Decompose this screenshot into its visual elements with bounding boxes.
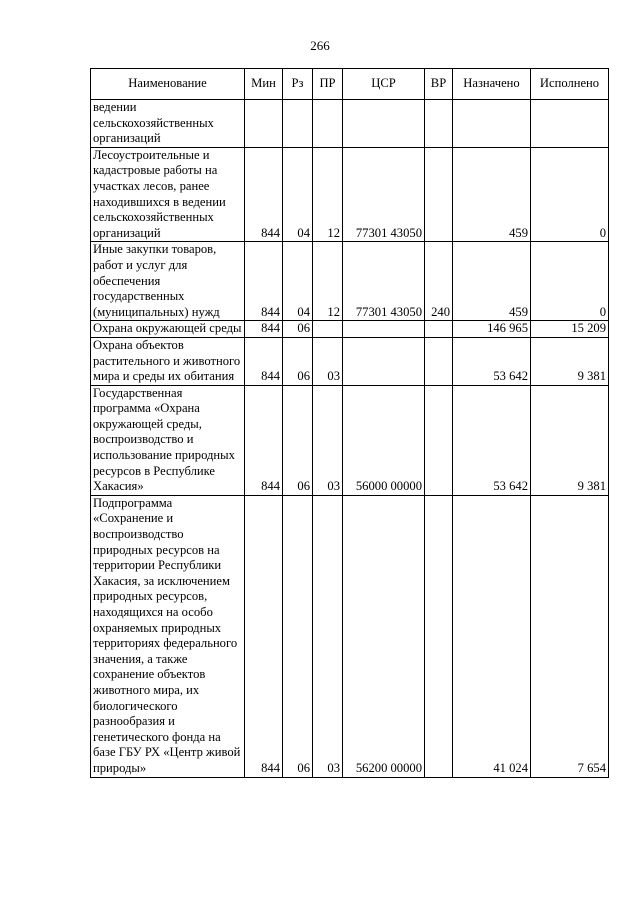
- row-rz: 06: [283, 385, 313, 495]
- row-ispolneno: 9 381: [531, 385, 609, 495]
- row-pr: [313, 100, 343, 148]
- budget-table: [90, 68, 609, 778]
- row-vr: [425, 321, 453, 338]
- row-naznacheno: 459: [453, 242, 531, 321]
- row-name: ведении сельскохозяйственных организаций: [91, 100, 245, 148]
- row-vr: [425, 385, 453, 495]
- row-min: 844: [245, 147, 283, 242]
- row-vr: [425, 495, 453, 777]
- table-row: [91, 100, 609, 148]
- row-ispolneno: 15 209: [531, 321, 609, 338]
- row-naznacheno: 53 642: [453, 337, 531, 385]
- row-min: 844: [245, 495, 283, 777]
- row-pr: 03: [313, 385, 343, 495]
- row-rz: 06: [283, 337, 313, 385]
- table-row: [91, 385, 609, 495]
- header-vr: ВР: [425, 69, 453, 100]
- row-min: [245, 100, 283, 148]
- row-naznacheno: 41 024: [453, 495, 531, 777]
- row-csr: 77301 43050: [343, 147, 425, 242]
- row-rz: 06: [283, 495, 313, 777]
- row-ispolneno: 7 654: [531, 495, 609, 777]
- header-pr: ПР: [313, 69, 343, 100]
- table-header-row: [91, 69, 609, 100]
- row-rz: 04: [283, 242, 313, 321]
- row-vr: [425, 337, 453, 385]
- row-ispolneno: [531, 100, 609, 148]
- row-min: 844: [245, 321, 283, 338]
- page-number: 266: [310, 38, 330, 53]
- row-csr: [343, 337, 425, 385]
- row-pr: 12: [313, 147, 343, 242]
- row-name: Охрана окружающей среды: [91, 321, 245, 338]
- row-name: Охрана объектов растительного и животного мира и среды их обитания: [91, 337, 245, 385]
- row-name: Лесоустроительные и кадастровые работы на участках лесов, ранее находившихся в ведении сельскохозяйственных организаций: [91, 147, 245, 242]
- row-vr: [425, 147, 453, 242]
- row-name: Иные закупки товаров, работ и услуг для обеспечения государственных (муниципальных) нужд: [91, 242, 245, 321]
- row-ispolneno: 0: [531, 242, 609, 321]
- header-csr: ЦСР: [343, 69, 425, 100]
- row-pr: 12: [313, 242, 343, 321]
- header-name: Наименование: [91, 69, 245, 100]
- row-csr: [343, 100, 425, 148]
- row-pr: 03: [313, 337, 343, 385]
- row-name: Государственная программа «Охрана окружающей среды, воспроизводство и использование природных ресурсов в Республике Хакасия»: [91, 385, 245, 495]
- header-rz: Рз: [283, 69, 313, 100]
- row-csr: 56200 00000: [343, 495, 425, 777]
- header-min: Мин: [245, 69, 283, 100]
- row-vr: 240: [425, 242, 453, 321]
- row-csr: 56000 00000: [343, 385, 425, 495]
- row-min: 844: [245, 242, 283, 321]
- header-ispolneno: Исполнено: [531, 69, 609, 100]
- row-naznacheno: 146 965: [453, 321, 531, 338]
- row-pr: [313, 321, 343, 338]
- header-naznacheno: Назначено: [453, 69, 531, 100]
- row-rz: [283, 100, 313, 148]
- row-ispolneno: 9 381: [531, 337, 609, 385]
- table-row: [91, 495, 609, 777]
- row-naznacheno: 459: [453, 147, 531, 242]
- row-vr: [425, 100, 453, 148]
- row-ispolneno: 0: [531, 147, 609, 242]
- table-row: [91, 337, 609, 385]
- table-row: [91, 321, 609, 338]
- table-row: [91, 147, 609, 242]
- row-name: Подпрограмма «Сохранение и воспроизводство природных ресурсов на территории Республики Хакасия, за исключением природных ресурсов, находящихся на особо охраняемых природных территориях федерального значения, а также сохранение объектов животного мира, их биологического разнообразия и генетического фонда на базе ГБУ РХ «Центр живой природы»: [91, 495, 245, 777]
- row-rz: 04: [283, 147, 313, 242]
- row-min: 844: [245, 385, 283, 495]
- row-csr: [343, 321, 425, 338]
- row-csr: 77301 43050: [343, 242, 425, 321]
- row-naznacheno: [453, 100, 531, 148]
- row-naznacheno: 53 642: [453, 385, 531, 495]
- row-rz: 06: [283, 321, 313, 338]
- row-min: 844: [245, 337, 283, 385]
- table-row: [91, 242, 609, 321]
- row-pr: 03: [313, 495, 343, 777]
